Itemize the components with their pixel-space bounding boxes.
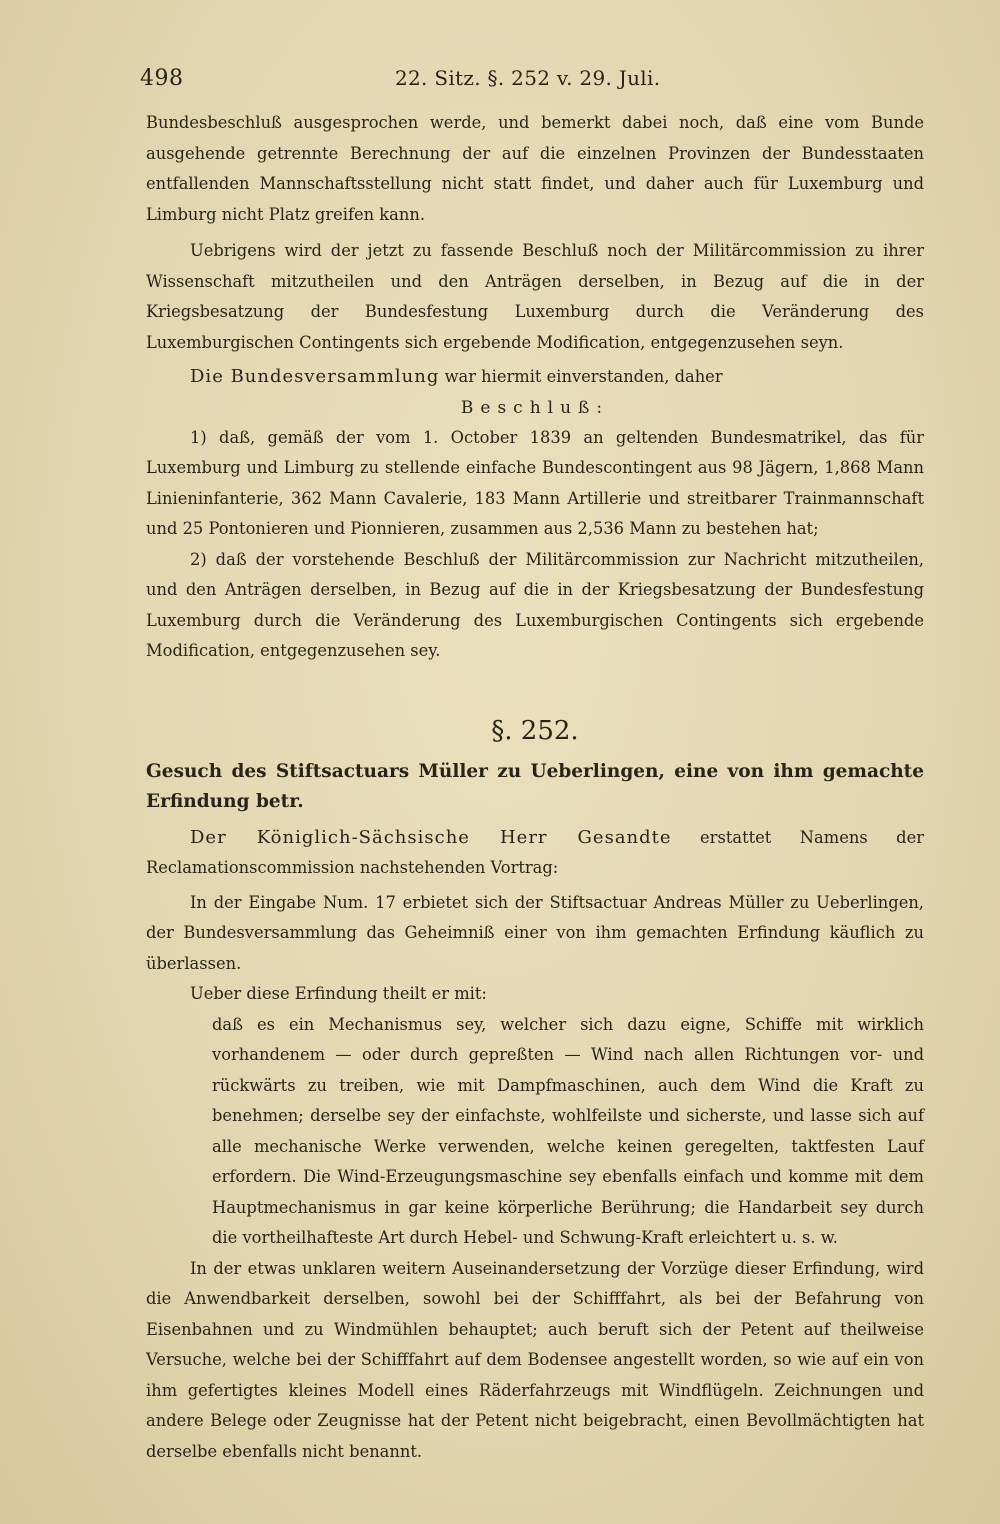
paragraph-3-rest: war hiermit einverstanden, daher [439, 367, 723, 386]
paragraph-8: Ueber diese Erfindung theilt er mit: [190, 984, 487, 1003]
running-head: 22. Sitz. §. 252 v. 29. Juli. [395, 66, 661, 90]
quoted-description: daß es ein Mechanismus sey, welcher sich dazu eigne, Schiffe mit wirklich vorhandenem — oder durch gepreßten — Wind nach allen Richtungen vor- und rückwärts zu treiben, wie mit Dampfmaschinen, auch dem Wind die Kraft zu benehmen; derselbe sey der einfachste, wohlfeilste und sicherste, und lasse sich auf alle mechanische Werke verwenden, welche keinen geregelten, taktfesten Lauf erfordern. Die Wind-Erzeugungsmaschine sey ebenfalls einfach und komme mit dem Hauptmechanismus in gar keine körperliche Berührung; die Handarbeit sey durch die vortheilhafteste Art durch Hebel- und Schwung-Kraft erleichtert u. s. w. [212, 1014, 924, 1247]
resolution-item-1: 1) daß, gemäß der vom 1. October 1839 an geltenden Bundesmatrikel, das für Luxemburg und Limburg zu stellende einfache Bundescontingent aus 98 Jägern, 1,868 Mann Linieninfanterie, 362 Mann Cavalerie, 183 Mann Artillerie und streitbarer Trainmannschaft und 25 Pontonieren und Pionnieren, zusammen aus 2,536 Mann zu bestehen hat; [146, 427, 924, 538]
page-header [140, 62, 920, 102]
bundesversammlung-lead: Die Bundesversammlung [190, 366, 440, 387]
paragraph-1: Bundesbeschluß ausgesprochen werde, und bemerkt dabei noch, daß eine vom Bunde ausgehende getrennte Berechnung der auf die einzelnen Provinzen der Bundesstaaten entfallenden Mannschaftsstellung nicht statt findet, und daher auch für Luxemburg und Limburg nicht Platz greifen kann. [146, 113, 924, 224]
beschluss-heading: Beschluß: [460, 397, 610, 418]
page-body [146, 108, 924, 1467]
paragraph-6 [146, 823, 924, 884]
paragraph-6-rest: erstattet Namens der Reclamationscommission nachstehenden Vortrag: [146, 827, 924, 877]
section-title: Gesuch des Stiftsactuars Müller zu Ueberlingen, eine von ihm gemachte Erfindung betr. [146, 760, 924, 812]
section-number: §. 252. [491, 715, 579, 746]
envoy-lead: Der Königlich-Sächsische Herr Gesandte [190, 826, 672, 848]
paragraph-10: In der etwas unklaren weitern Auseinandersetzung der Vorzüge dieser Erfindung, wird die Anwendbarkeit derselben, sowohl bei der Schifffahrt, als bei der Befahrung von Eisenbahnen und zu Windmühlen behauptet; auch beruft sich der Petent auf theilweise Versuche, welche bei der Schifffahrt auf dem Bodensee angestellt worden, so wie auf ein von ihm gefertigtes kleines Modell eines Räderfahrzeugs mit Windflügeln. Zeichnungen und andere Belege oder Zeugnisse hat der Petent nicht beigebracht, einen Bevollmächtigten hat derselbe ebenfalls nicht benannt. [146, 1258, 924, 1461]
paragraph-3 [146, 362, 924, 393]
paragraph-2: Uebrigens wird der jetzt zu fassende Beschluß noch der Militärcommission zu ihrer Wissenschaft mitzutheilen und den Anträgen derselben, in Bezug auf die in der Kriegsbesatzung der Bundesfestung Luxemburg durch die Veränderung des Luxemburgischen Contingents sich ergebende Modification, entgegenzusehen seyn. [146, 241, 924, 352]
page-number: 498 [140, 66, 184, 91]
resolution-item-2: 2) daß der vorstehende Beschluß der Militärcommission zur Nachricht mitzutheilen, und den Anträgen derselben, in Bezug auf die in der Kriegsbesatzung der Bundesfestung Luxemburg durch die Veränderung des Luxemburgischen Contingents sich ergebende Modification, entgegenzusehen sey. [146, 549, 924, 660]
paragraph-7: In der Eingabe Num. 17 erbietet sich der Stiftsactuar Andreas Müller zu Ueberlingen, der Bundesversammlung das Geheimniß einer von ihm gemachten Erfindung käuflich zu überlassen. [146, 892, 924, 973]
